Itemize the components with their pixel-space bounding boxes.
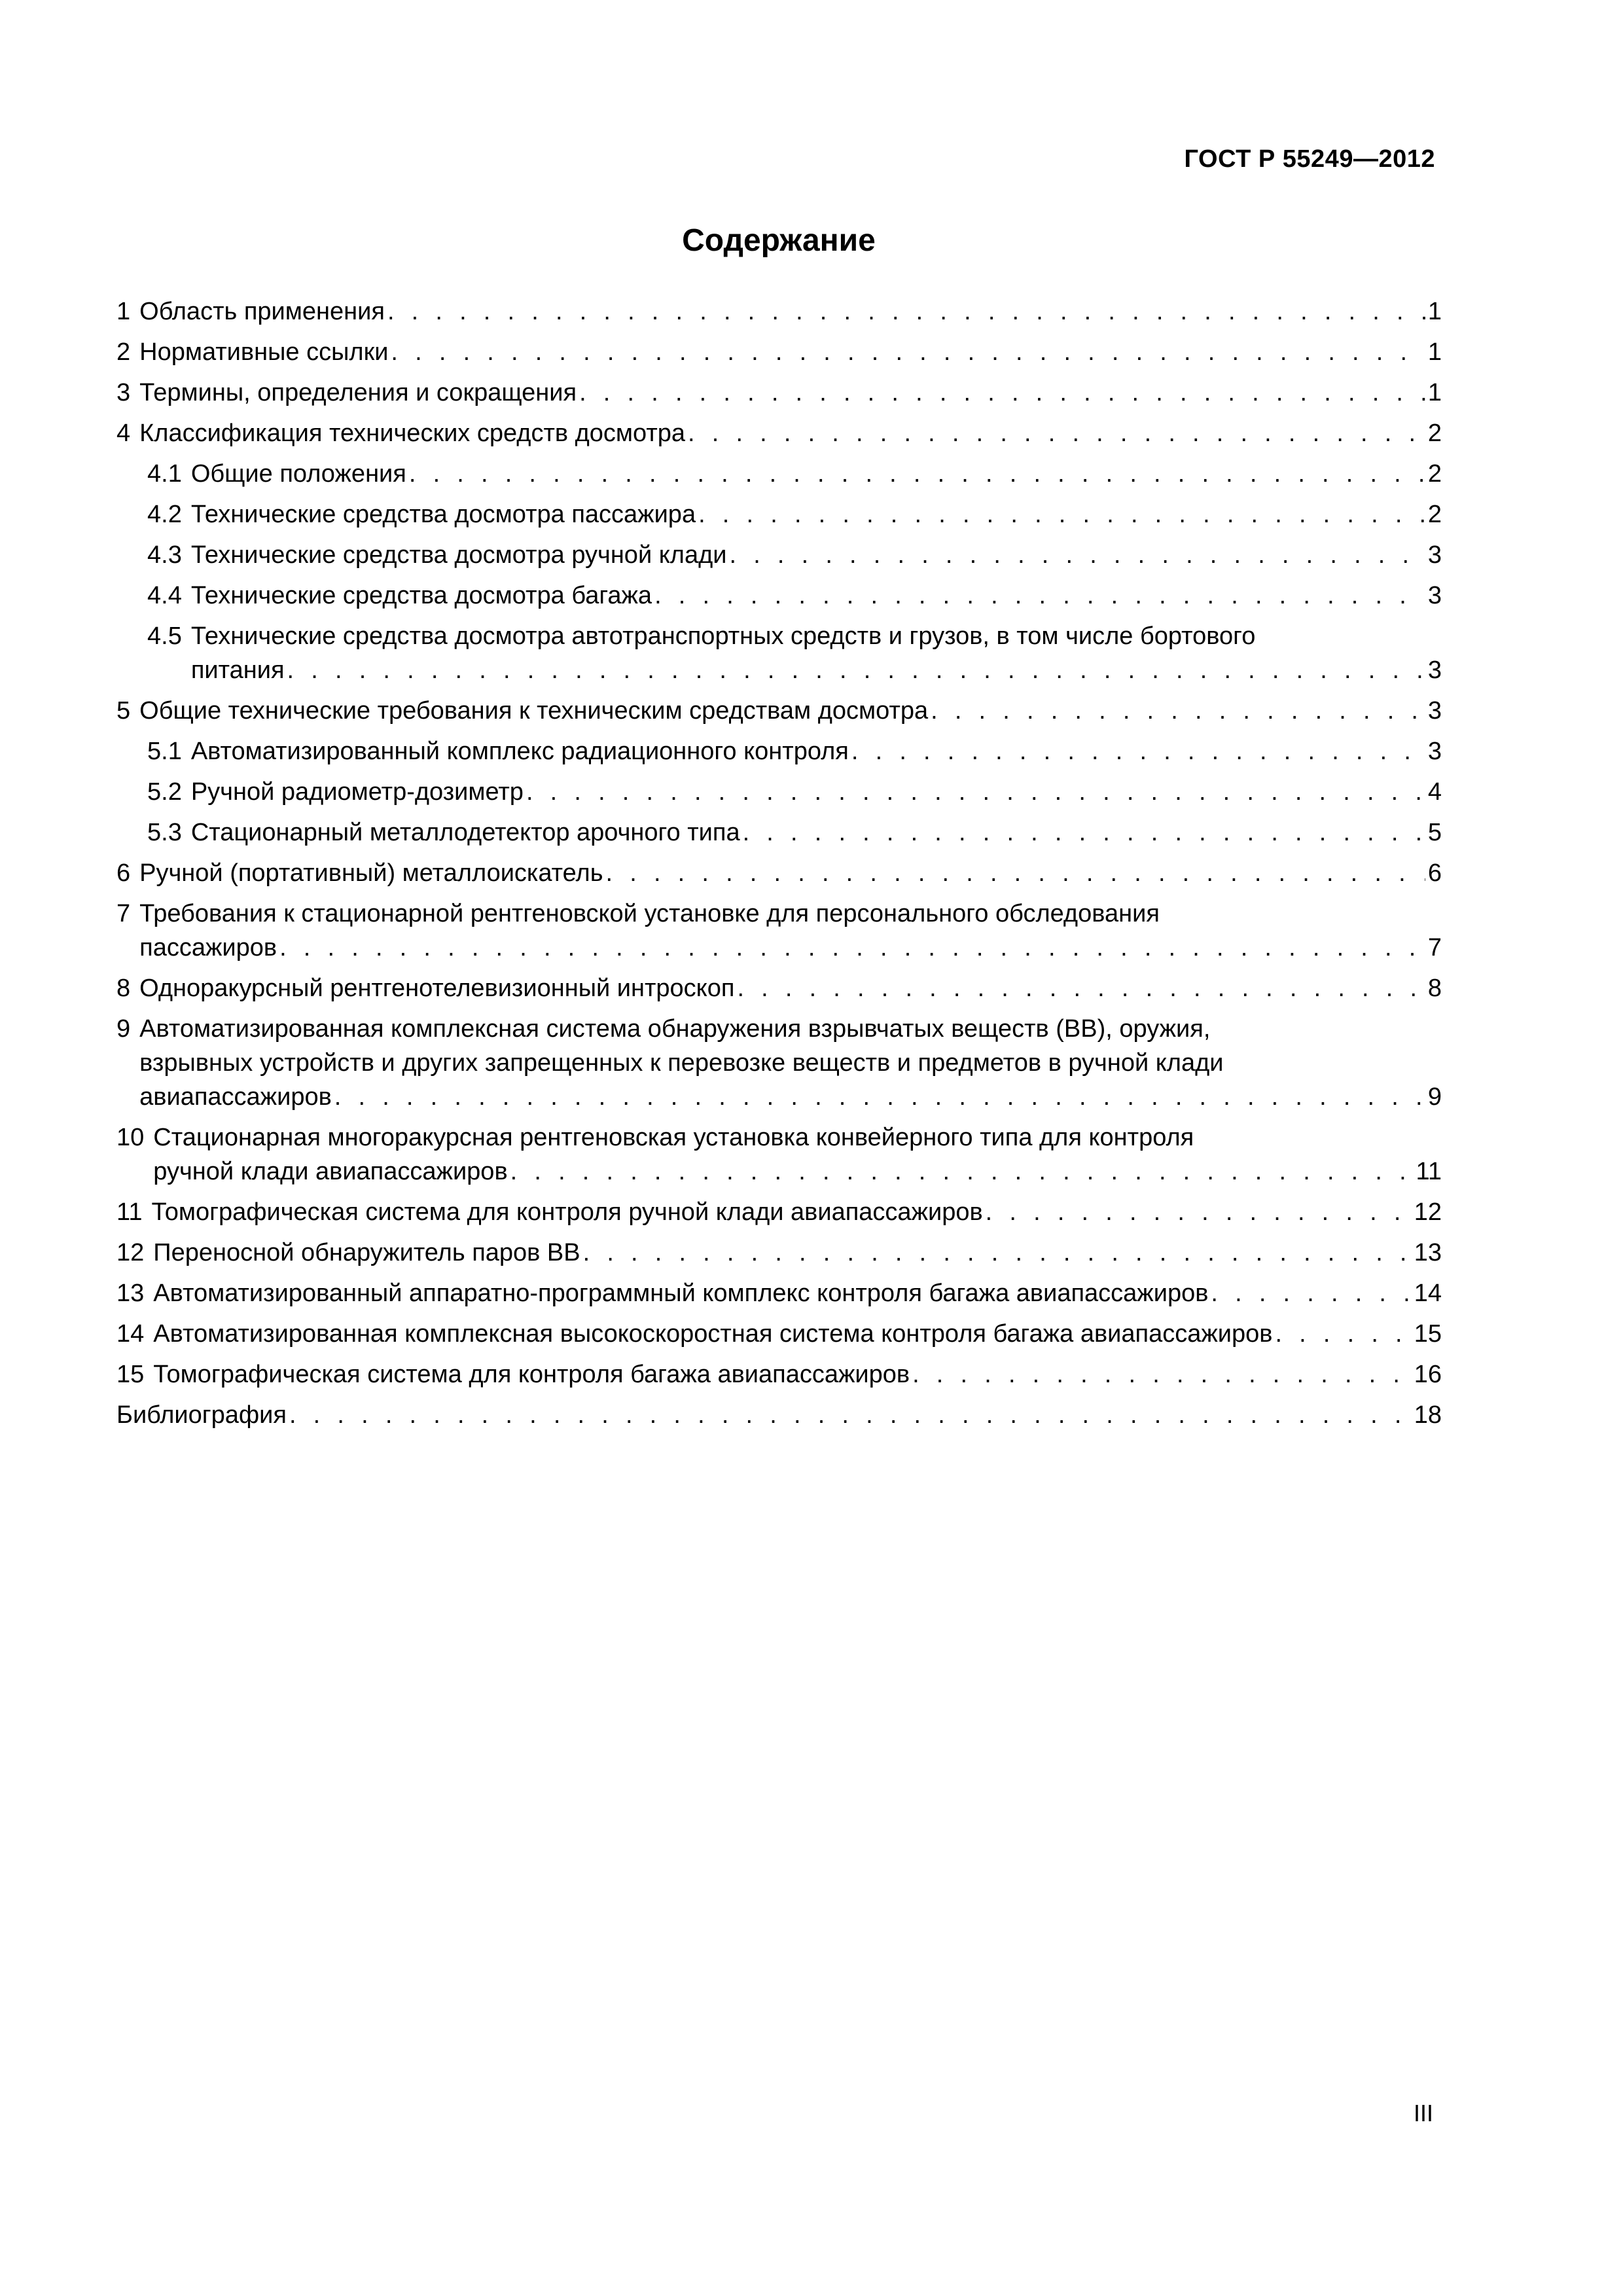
toc-entry-body [139,335,1442,369]
toc-entry-page: 16 [1414,1361,1442,1388]
dot-leader [931,694,1425,728]
toc-entry-body [153,1236,1442,1270]
toc-entry-title: Нормативные ссылки [139,338,389,366]
dot-leader [526,775,1425,809]
toc-entry-title: Стационарный металлодетектор арочного типа [190,819,740,846]
toc-entry-page: 1 [1427,379,1442,406]
toc-entry-title: Технические средства досмотра автотранспортных средств и грузов, в том числе бортового [190,622,1256,650]
dot-leader [289,1398,1412,1432]
toc-entry[interactable] [116,897,1442,965]
toc-entry-line [153,1357,1442,1391]
dot-leader [688,416,1425,450]
dot-leader [1275,1317,1411,1351]
toc-entry-line [139,1046,1442,1080]
dot-leader [579,376,1425,410]
toc-entry[interactable] [116,416,1442,450]
toc-entry-line [139,897,1442,931]
toc-entry-number: 11 [116,1198,143,1226]
toc-entry-number: 4.3 [147,541,182,569]
toc-entry-line [153,1155,1442,1189]
toc-entry-title: Стационарная многоракурсная рентгеновская установка конвейерного типа для контроля [153,1124,1194,1151]
toc-entry-line [191,653,1442,687]
toc-entry-page: 4 [1427,778,1442,806]
toc-entry-line [139,1080,1442,1114]
dot-leader [391,335,1425,369]
toc-entry[interactable] [116,816,1442,850]
toc-entry-number: 12 [116,1239,145,1266]
toc-entry[interactable] [116,1398,1442,1432]
toc-entry-line [139,416,1442,450]
toc-entry-page: 3 [1427,697,1442,725]
toc-entry-page: 18 [1414,1401,1442,1429]
dot-leader [1211,1276,1411,1310]
dot-leader [654,579,1425,613]
toc-entry-body [153,1357,1442,1391]
dot-leader [851,734,1425,768]
toc-entry-body [191,619,1442,687]
toc-entry[interactable] [116,1012,1442,1114]
toc-entry-title: взрывных устройств и других запрещенных к перевозке веществ и предметов в ручной клади [139,1049,1224,1077]
toc-entry-line [191,497,1442,531]
toc-entry-number: 10 [116,1124,145,1151]
toc-entry[interactable] [116,1121,1442,1189]
toc-entry-title: Ручной (портативный) металлоискатель [139,859,603,887]
toc-entry-number: 8 [116,975,131,1002]
toc-entry-number: 1 [116,298,131,325]
toc-entry-body [191,538,1442,572]
toc-entry[interactable] [116,1195,1442,1229]
toc-entry-page: 6 [1427,859,1442,887]
toc-entry-page: 12 [1414,1198,1442,1226]
toc-entry-page: 2 [1427,420,1442,447]
toc-entry[interactable] [116,1276,1442,1310]
toc-entry-body [191,734,1442,768]
toc-entry-title: Классификация технических средств досмотра [139,420,686,447]
toc-entry-title: Томографическая система для контроля багажа авиапассажиров [153,1361,910,1388]
toc-entry-body [191,579,1442,613]
toc-entry-body [191,457,1442,491]
toc-entry-line [139,971,1442,1005]
toc-entry-number: 14 [116,1320,145,1348]
toc-entry-page: 5 [1427,819,1442,846]
toc-entry-page: 3 [1427,541,1442,569]
toc-entry-line [191,816,1442,850]
toc-entry[interactable] [116,457,1442,491]
toc-entry-body [139,897,1442,965]
dot-leader [409,457,1425,491]
toc-entry-line [191,775,1442,809]
toc-entry-number: 15 [116,1361,145,1388]
toc-entry-line [191,734,1442,768]
toc-entry-number: 4.2 [147,501,182,528]
toc-entry-title: Томографическая система для контроля ручной клади авиапассажиров [151,1198,983,1226]
toc-entry-title: Автоматизированный комплекс радиационного контроля [190,738,849,765]
toc-entry-title: Общие положения [190,460,406,488]
toc-entry-page: 3 [1427,738,1442,765]
toc-entry-page: 2 [1427,460,1442,488]
toc-entry-number: 13 [116,1280,145,1307]
dot-leader [986,1195,1412,1229]
dot-leader [279,931,1425,965]
toc-entry-body [151,1195,1442,1229]
page-number: III [1413,2100,1433,2126]
toc-entry-title: Библиография [116,1401,287,1429]
toc-entry-title: ручной клади авиапассажиров [153,1158,508,1185]
toc-entry-body [153,1276,1442,1310]
toc-entry-line [139,931,1442,965]
toc-entry-page: 9 [1427,1083,1442,1111]
toc-entry-line [139,295,1442,329]
toc-entry[interactable] [116,1357,1442,1391]
toc-entry-body [139,694,1442,728]
toc-entry-number: 4.1 [147,460,182,488]
dot-leader [912,1357,1412,1391]
toc-entry-body [191,497,1442,531]
toc-entry-body [139,376,1442,410]
toc-entry-line [191,619,1442,653]
standard-code: ГОСТ Р 55249—2012 [1184,145,1435,173]
toc-entry-line [153,1121,1442,1155]
toc-entry-title: Требования к стационарной рентгеновской установке для персонального обследования [139,900,1160,927]
toc-entry-number: 5.1 [147,738,182,765]
toc-entry-page: 1 [1427,338,1442,366]
toc-entry[interactable] [116,335,1442,369]
toc-entry-number: 4 [116,420,131,447]
toc-entry-title: Автоматизированный аппаратно-программный комплекс контроля багажа авиапассажиров [153,1280,1209,1307]
dot-leader [583,1236,1412,1270]
toc-entry-number: 5.2 [147,778,182,806]
toc-entry-line [191,538,1442,572]
toc-entry-page: 13 [1414,1239,1442,1266]
toc-entry-body [139,971,1442,1005]
toc-entry-line [151,1195,1442,1229]
toc-entry-title: Автоматизированная комплексная система обнаружения взрывчатых веществ (ВВ), оружия, [139,1015,1211,1043]
toc-entry-line [191,579,1442,613]
toc-entry-body [116,1398,1442,1432]
toc-entry-line [139,1012,1442,1046]
toc-entry[interactable] [116,1236,1442,1270]
toc-entry[interactable] [116,497,1442,531]
toc-entry-title: Общие технические требования к техническим средствам досмотра [139,697,929,725]
dot-leader [743,816,1425,850]
toc-entry-line [139,376,1442,410]
toc-entry-line [139,694,1442,728]
toc-entry-page: 3 [1427,656,1442,684]
toc-entry-body [191,816,1442,850]
toc-entry[interactable] [116,376,1442,410]
toc-entry-line [139,856,1442,890]
toc-entry[interactable] [116,295,1442,329]
toc-entry-title: Ручной радиометр-дозиметр [190,778,524,806]
dot-leader [729,538,1425,572]
toc-entry-body [139,856,1442,890]
toc-entry-number: 5 [116,697,131,725]
toc-entry-title: Термины, определения и сокращения [139,379,577,406]
toc-entry[interactable] [116,734,1442,768]
toc-entry-body [153,1317,1442,1351]
toc-entry-title: Технические средства досмотра ручной клади [190,541,727,569]
toc-entry-number: 7 [116,900,131,927]
toc-entry-line [153,1236,1442,1270]
toc-entry[interactable] [116,1317,1442,1351]
dot-leader [510,1155,1414,1189]
toc-entry-line [153,1317,1442,1351]
toc-entry[interactable] [116,856,1442,890]
toc-entry-body [191,775,1442,809]
toc-entry-number: 2 [116,338,131,366]
toc-entry-number: 9 [116,1015,131,1043]
toc-entry-title: Технические средства досмотра багажа [190,582,652,609]
dot-leader [737,971,1425,1005]
toc-entry-title: Технические средства досмотра пассажира [190,501,696,528]
toc-entry-line [116,1398,1442,1432]
dot-leader [698,497,1425,531]
toc-entry[interactable] [116,619,1442,687]
toc-entry-page: 3 [1427,582,1442,609]
toc-entry-body [139,416,1442,450]
toc-entry-number: 6 [116,859,131,887]
toc-entry-body [139,295,1442,329]
dot-leader [334,1080,1425,1114]
toc-entry-number: 5.3 [147,819,182,846]
toc-entry[interactable] [116,579,1442,613]
toc-entry-page: 14 [1414,1280,1442,1307]
toc-entry-line [191,457,1442,491]
toc-entry-line [139,335,1442,369]
toc-entry-body [153,1121,1442,1189]
toc-entry[interactable] [116,694,1442,728]
toc-entry-number: 4.5 [147,622,182,650]
toc-entry-page: 8 [1427,975,1442,1002]
toc-entry-number: 3 [116,379,131,406]
dot-leader [387,295,1425,329]
toc-entry-title: пассажиров [139,934,277,961]
toc-entry-title: авиапассажиров [139,1083,332,1111]
toc-entry-title: Переносной обнаружитель паров ВВ [153,1239,580,1266]
toc-entry-page: 15 [1414,1320,1442,1348]
toc-entry-page: 11 [1416,1158,1442,1185]
toc-entry-title: Область применения [139,298,385,325]
toc-entry-line [153,1276,1442,1310]
toc-entry-page: 1 [1427,298,1442,325]
toc-title: Содержание [682,223,876,258]
toc-entry-title: Автоматизированная комплексная высокоскоростная система контроля багажа авиапассажиров [153,1320,1273,1348]
dot-leader [606,856,1425,890]
toc-entry-page: 7 [1427,934,1442,961]
dot-leader [287,653,1425,687]
toc-entry[interactable] [116,971,1442,1005]
toc-entry[interactable] [116,538,1442,572]
toc-entry-title: Однoракурсный рентгенотелевизионный интроскоп [139,975,735,1002]
toc-entry-title: питания [190,656,285,684]
toc-entry-number: 4.4 [147,582,182,609]
toc-entry-body [139,1012,1442,1114]
table-of-contents [116,295,1442,1439]
toc-entry[interactable] [116,775,1442,809]
toc-entry-page: 2 [1427,501,1442,528]
